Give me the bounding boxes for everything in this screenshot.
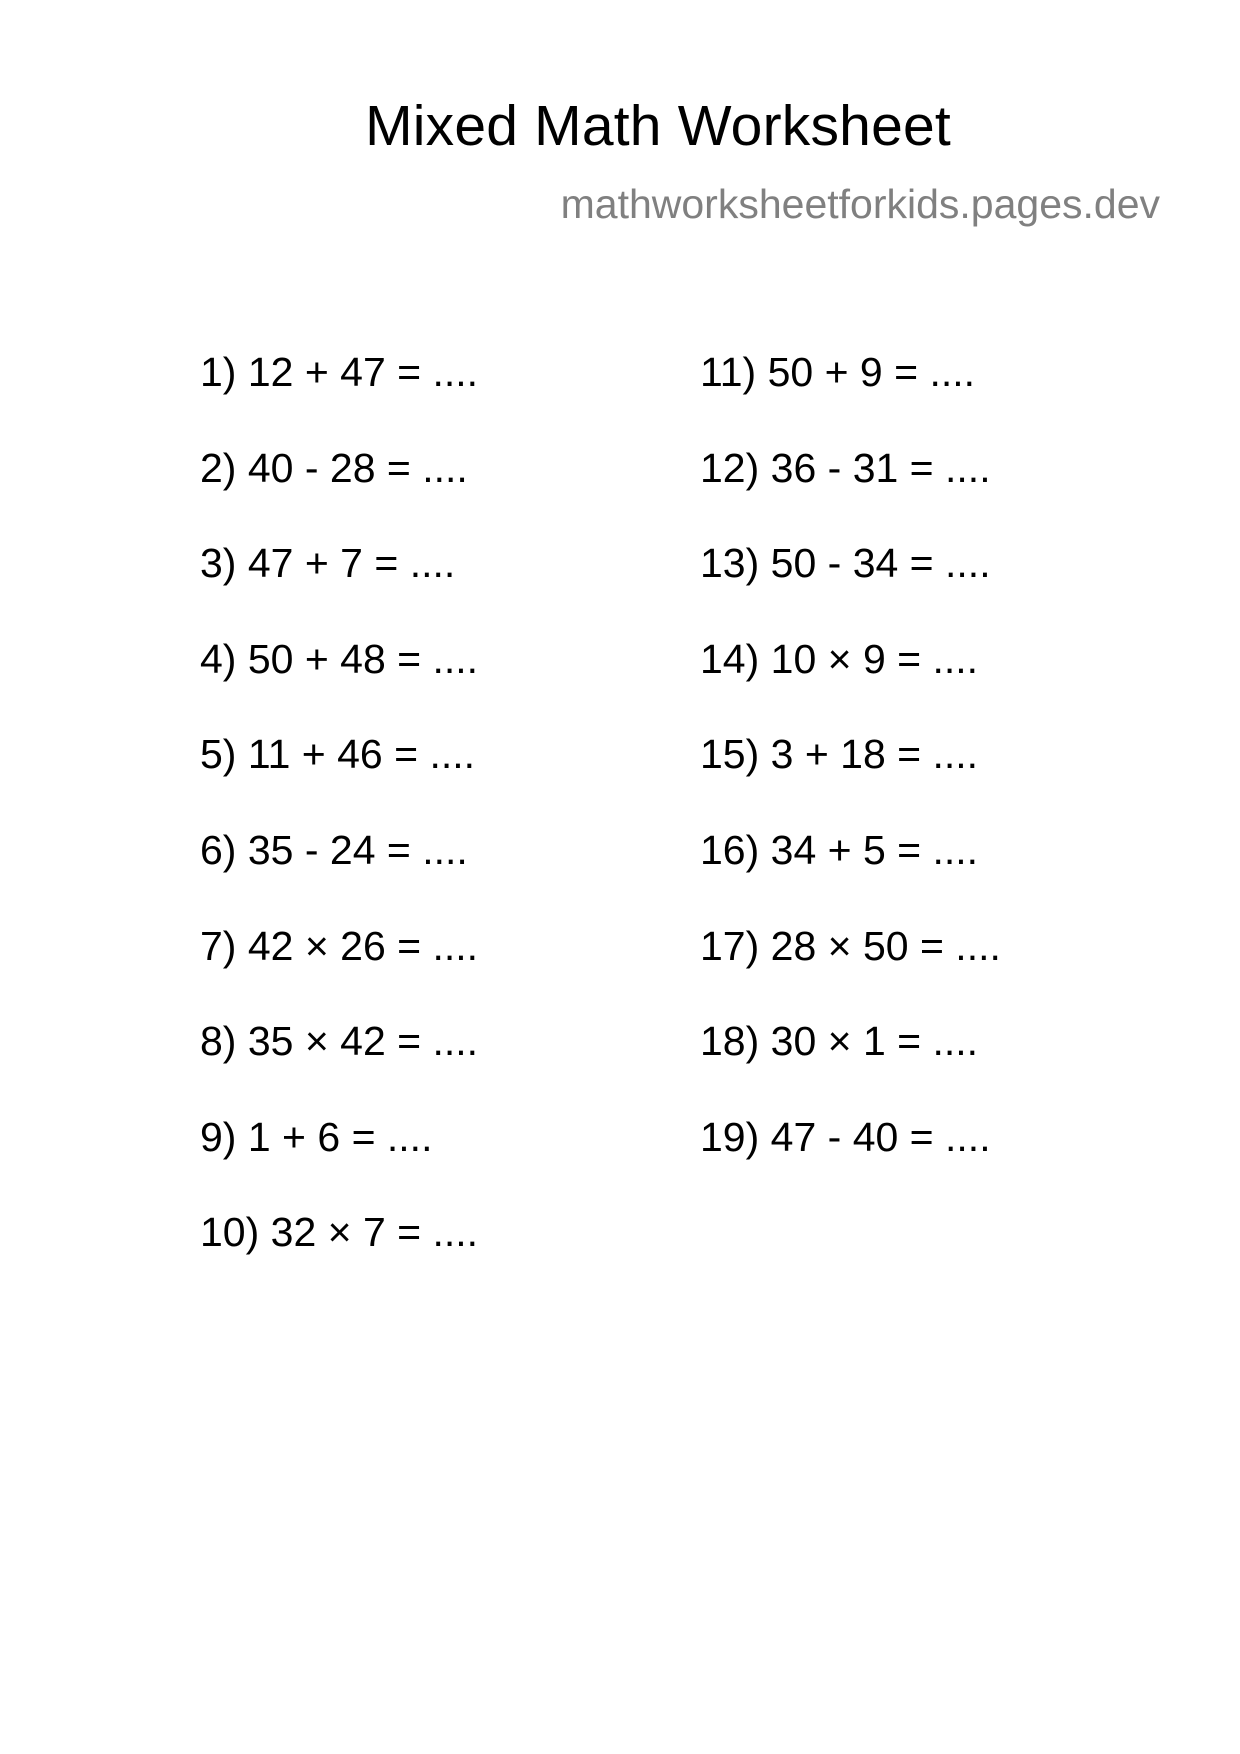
problem-17: 17) 28 × 50 = ....	[700, 922, 1001, 969]
problem-15: 15) 3 + 18 = ....	[700, 731, 979, 778]
problem-10: 10) 32 × 7 = ....	[200, 1209, 479, 1256]
worksheet-title: Mixed Math Worksheet	[365, 94, 951, 158]
problem-5: 5) 11 + 46 = ....	[200, 731, 476, 778]
problem-18: 18) 30 × 1 = ....	[700, 1018, 979, 1065]
problem-column-left	[200, 349, 479, 1308]
problem-8: 8) 35 × 42 = ....	[200, 1018, 479, 1065]
problem-column-right	[700, 349, 1001, 1212]
problem-11: 11) 50 + 9 = ....	[700, 349, 976, 395]
problem-4: 4) 50 + 48 = ....	[200, 635, 479, 682]
website-url: mathworksheetforkids.pages.dev	[560, 181, 1160, 227]
problem-12: 12) 36 - 31 = ....	[700, 444, 991, 491]
problem-14: 14) 10 × 9 = ....	[700, 635, 979, 682]
problem-9: 9) 1 + 6 = ....	[200, 1113, 433, 1160]
problem-19: 19) 47 - 40 = ....	[700, 1113, 991, 1160]
problem-7: 7) 42 × 26 = ....	[200, 922, 479, 969]
problem-3: 3) 47 + 7 = ....	[200, 540, 456, 587]
problem-13: 13) 50 - 34 = ....	[700, 540, 991, 587]
problem-2: 2) 40 - 28 = ....	[200, 444, 468, 491]
problem-1: 1) 12 + 47 = ....	[200, 349, 479, 395]
problem-16: 16) 34 + 5 = ....	[700, 826, 979, 873]
problem-6: 6) 35 - 24 = ....	[200, 826, 468, 873]
